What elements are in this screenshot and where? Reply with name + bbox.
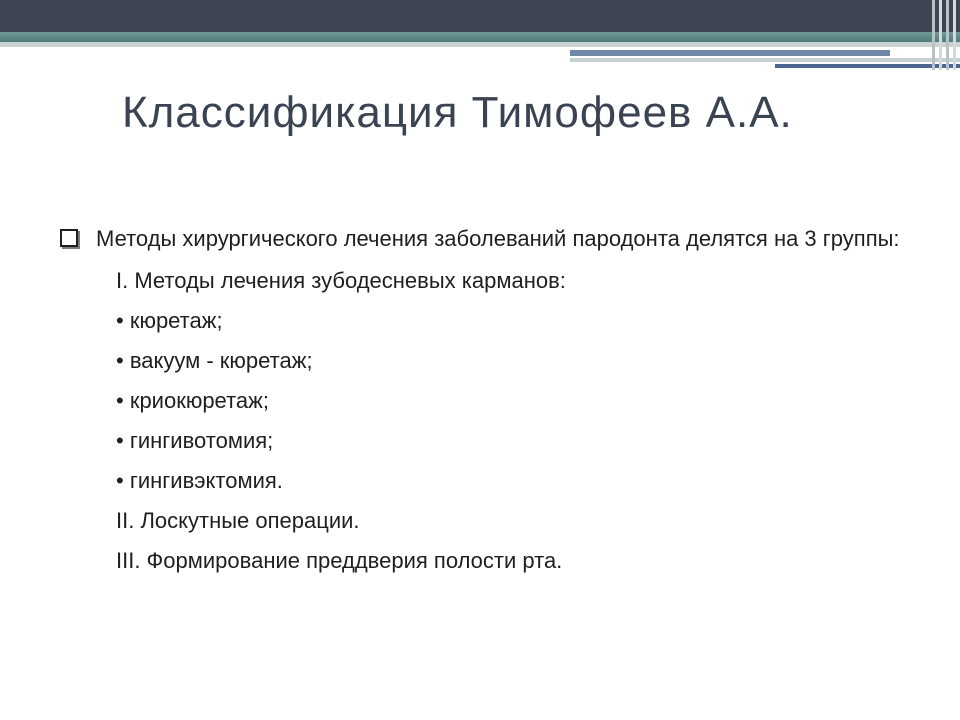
decor-stripe-middle — [570, 58, 960, 62]
list-item: II. Лоскутные операции. — [116, 508, 360, 533]
checkbox-square-icon — [60, 229, 78, 247]
list-item: • вакуум - кюретаж; — [116, 348, 313, 373]
list-item: I. Методы лечения зубодесневых карманов: — [116, 268, 566, 293]
slide-title: Классификация Тимофеев А.А. — [122, 88, 793, 137]
main-bullet-text: Методы хирургического лечения заболеваний пародонта делятся на 3 группы: — [96, 226, 900, 251]
main-bullet — [60, 224, 900, 253]
list-item: • гингивотомия; — [116, 428, 274, 453]
decor-stripe-upper — [570, 50, 890, 56]
list-item: • гингивэктомия. — [116, 468, 283, 493]
header-band-teal — [0, 32, 960, 42]
list-item: III. Формирование преддверия полости рта. — [116, 548, 563, 573]
header-band-light — [0, 42, 960, 47]
slide-content — [60, 224, 900, 581]
method-list — [60, 261, 900, 581]
list-item: • криокюретаж; — [116, 388, 269, 413]
list-item: • кюретаж; — [116, 308, 223, 333]
header-band-dark — [0, 0, 960, 32]
corner-decor-bars — [930, 0, 960, 70]
